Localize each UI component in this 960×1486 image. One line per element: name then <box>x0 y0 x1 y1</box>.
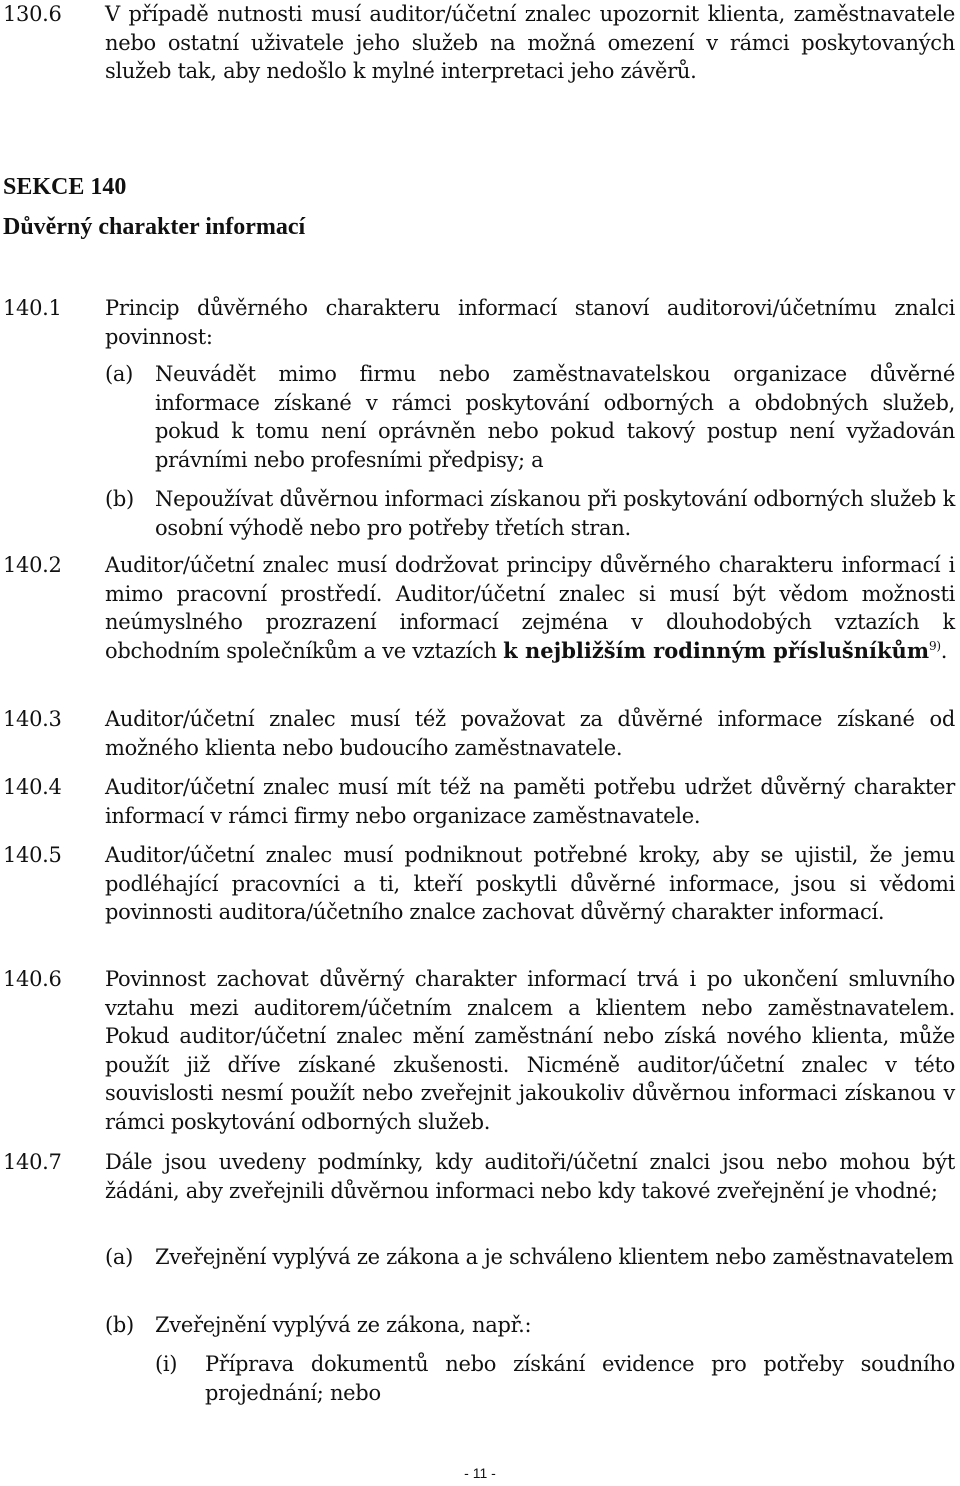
list-item-label: (a) <box>105 362 134 386</box>
footnote-marker: 9) <box>929 638 941 653</box>
paragraph-140-3: Auditor/účetní znalec musí též považovat za důvěrné informace získané od možného klienta nebo budoucího zaměstnavatele. <box>105 707 955 760</box>
paragraph-number: 140.3 <box>3 707 62 731</box>
paragraph-140-4: Auditor/účetní znalec musí mít též na paměti potřebu udržet důvěrný charakter informací v rámci firmy nebo organizace zaměstnavatele. <box>105 775 955 828</box>
paragraph-140-1: Princip důvěrného charakteru informací stanoví auditorovi/účetnímu znalci povinnost: <box>105 296 955 349</box>
paragraph-number: 140.6 <box>3 967 62 991</box>
paragraph-number: 130.6 <box>3 2 62 26</box>
paragraph-140-7: Dále jsou uvedeny podmínky, kdy auditoři/účetní znalci jsou nebo mohou být žádáni, aby zveřejnili důvěrnou informaci nebo kdy takové zveřejnění je vhodné; <box>105 1150 955 1203</box>
section-subheading: Důvěrný charakter informací <box>3 214 306 240</box>
paragraph-number: 140.4 <box>3 775 62 799</box>
list-item-text: Neuvádět mimo firmu nebo zaměstnavatelskou organizace důvěrné informace získané v rámci poskytování odborných a obdobných služeb, pokud k tomu není oprávněn nebo pokud takový postup není vyžadován právními nebo profesními předpisy; a <box>155 362 955 472</box>
paragraph-number: 140.1 <box>3 296 62 320</box>
paragraph-number: 140.7 <box>3 1150 62 1174</box>
list-item-label: (b) <box>105 1313 134 1337</box>
list-item-text: Zveřejnění vyplývá ze zákona, např.: <box>155 1313 532 1337</box>
section-heading: SEKCE 140 <box>3 174 127 200</box>
sublist-item-label: (i) <box>155 1352 178 1376</box>
paragraph-number: 140.2 <box>3 553 62 577</box>
page-number: - 11 - <box>464 1465 496 1481</box>
paragraph-130-6: V případě nutnosti musí auditor/účetní znalec upozornit klienta, zaměstnavatele nebo ostatní uživatele jeho služeb na možná omezení v rámci poskytovaných služeb tak, aby nedošlo k mylné interpretaci jeho závěrů. <box>105 2 955 83</box>
paragraph-140-5: Auditor/účetní znalec musí podniknout potřebné kroky, aby se ujistil, že jemu podléhající pracovníci a ti, kteří poskytli důvěrné informace, jsou si vědomi povinnosti auditora/účetního znalce zachovat důvěrný charakter informací. <box>105 843 955 924</box>
paragraph-140-6: Povinnost zachovat důvěrný charakter informací trvá i po ukončení smluvního vztahu mezi auditorem/účetním znalcem a klientem nebo zaměstnavatelem. Pokud auditor/účetní znalec mění zaměstnání nebo získá nového klienta, může použít již dříve získané zkušenosti. Nicméně auditor/účetní znalec v této souvislosti nesmí použít nebo zveřejnit jakoukoliv důvěrnou informaci získanou v rámci poskytování odborných služeb. <box>105 967 955 1134</box>
sublist-item-text: Příprava dokumentů nebo získání evidence pro potřeby soudního projednání; nebo <box>205 1352 955 1405</box>
paragraph-text: Auditor/účetní znalec musí dodržovat principy důvěrného charakteru informací i mimo pracovní prostředí. Auditor/účetní znalec si musí být vědom možnosti neúmyslného prozrazení informací zejména v dlouhodobých vztazích k obchodním společníkům a ve vztazích <box>105 553 955 663</box>
paragraph-140-2 <box>105 551 955 665</box>
paragraph-number: 140.5 <box>3 843 62 867</box>
list-item-text: Zveřejnění vyplývá ze zákona a je schváleno klientem nebo zaměstnavatelem <box>155 1245 954 1269</box>
paragraph-end: . <box>940 638 948 663</box>
list-item-label: (a) <box>105 1245 134 1269</box>
emphasized-text: k nejbližším rodinným příslušníkům <box>503 637 930 663</box>
list-item-label: (b) <box>105 487 134 511</box>
list-item-text: Nepoužívat důvěrnou informaci získanou při poskytování odborných služeb k osobní výhodě nebo pro potřeby třetích stran. <box>155 487 955 540</box>
